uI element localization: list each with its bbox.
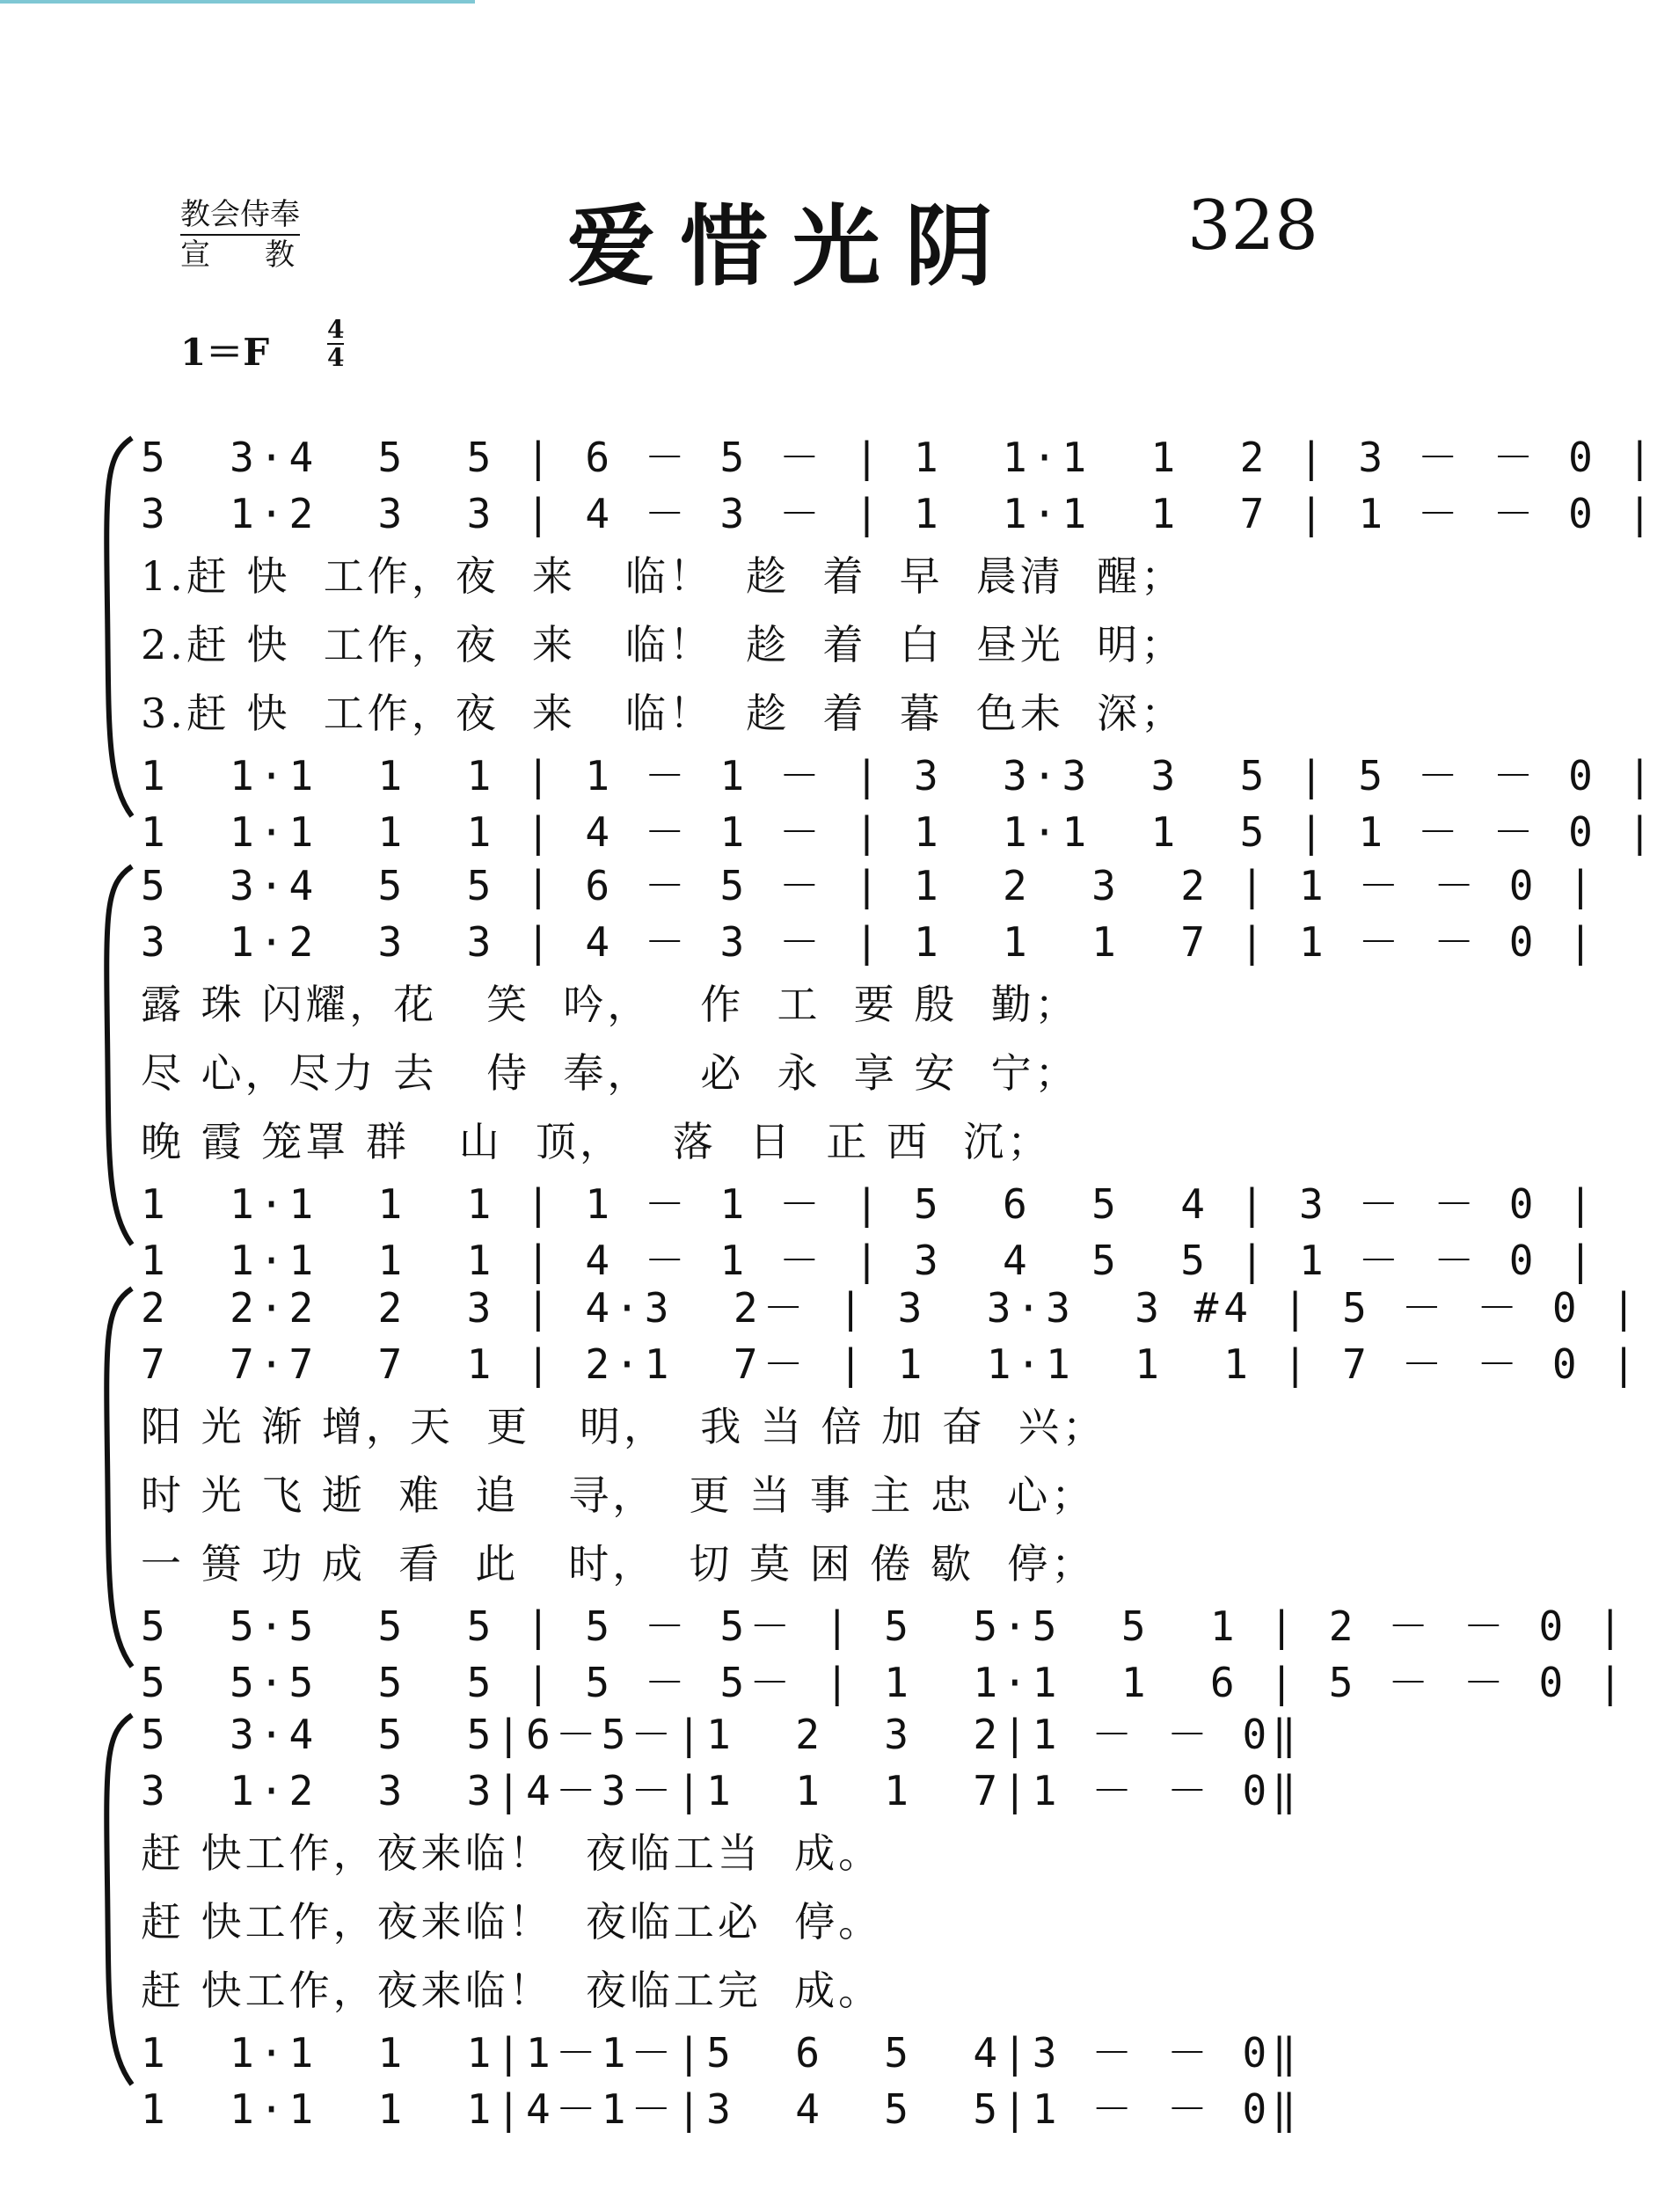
- hymn-title: 爱惜光阴: [567, 194, 1018, 298]
- soprano-row: 5 3·4 5 5 | 6 － 5 － | 1 1·1 1 2 | 3 － － 0 |: [141, 434, 1657, 481]
- lyric-verse-3: 晚 霞 笼罩 群 山 顶， 落 日 正 西 沉；: [141, 1118, 1052, 1165]
- bass-row: 5 5·5 5 5 | 5 － 5－ | 1 1·1 1 6 | 5 － － 0 |: [141, 1659, 1628, 1706]
- lyric-verse-3: 一 篑 功 成 看 此 时， 切 莫 困 倦 歇 停；: [141, 1540, 1096, 1588]
- time-bottom: 4: [327, 343, 345, 372]
- bass-row: 1 1·1 1 1 | 4 － 1 － | 3 4 5 5 | 1 － － 0 |: [141, 1237, 1598, 1284]
- lyric-verse-3: 赶 快工作，夜来临！ 夜临工完 成。: [141, 1967, 883, 2014]
- lyric-verse-2: 时 光 飞 逝 难 追 寻， 更 当 事 主 忠 心；: [141, 1471, 1096, 1519]
- alto-row: 3 1·2 3 3 | 4 － 3 － | 1 1 1 7 | 1 － － 0 |: [141, 918, 1598, 966]
- top-accent-line: [0, 0, 475, 4]
- system-1: [88, 429, 1657, 856]
- lyric-verse-1: 1.赶 快 工作，夜 来 临！ 趁 着 早 晨清 醒；: [141, 552, 1186, 600]
- system-2: [88, 858, 1598, 1284]
- credits: [180, 195, 349, 274]
- lyric-verse-2: 2.赶 快 工作，夜 来 临！ 趁 着 白 昼光 明；: [141, 621, 1186, 668]
- tenor-row: 1 1·1 1 1 | 1 － 1 － | 5 6 5 4 | 3 － － 0 |: [141, 1180, 1598, 1228]
- tenor-row: 1 1·1 1 1 | 1 － 1 － | 3 3·3 3 5 | 5 － － 0 |: [141, 752, 1657, 799]
- soprano-row: 5 3·4 5 5|6－5－|1 2 3 2|1 － － 0‖: [141, 1711, 1302, 1758]
- brace-icon: [88, 429, 141, 825]
- system-3: [88, 1280, 1641, 1706]
- soprano-row: 2 2·2 2 3 | 4·3 2－ | 3 3·3 3 #4 | 5 － － 0 |: [141, 1284, 1641, 1332]
- bass-row: 1 1·1 1 1 | 4 － 1 － | 1 1·1 1 5 | 1 － － 0 |: [141, 808, 1657, 856]
- alto-row: 3 1·2 3 3 | 4 － 3 － | 1 1·1 1 7 | 1 － － 0 |: [141, 490, 1657, 537]
- tenor-row: 5 5·5 5 5 | 5 － 5－ | 5 5·5 5 1 | 2 － － 0 |: [141, 1602, 1628, 1650]
- lyric-verse-3: 3.赶 快 工作，夜 来 临！ 趁 着 暮 色未 深；: [141, 690, 1186, 737]
- soprano-row: 5 3·4 5 5 | 6 － 5 － | 1 2 3 2 | 1 － － 0 |: [141, 862, 1598, 909]
- lyric-verse-1: 露 珠 闪耀，花 笑 吟， 作 工 要 殷 勤；: [141, 981, 1079, 1028]
- lyric-verse-2: 赶 快工作，夜来临！ 夜临工必 停。: [141, 1898, 883, 1946]
- credit-line-2: 宣教: [180, 237, 349, 273]
- brace-icon: [88, 1706, 141, 2093]
- alto-row: 3 1·2 3 3|4－3－|1 1 1 7|1 － － 0‖: [141, 1767, 1302, 1814]
- lyric-verse-1: 阳 光 渐 增，天 更 明， 我 当 倍 加 奋 兴；: [141, 1403, 1106, 1450]
- hymn-number: 328: [1187, 186, 1318, 266]
- lyric-verse-2: 尽 心，尽力 去 侍 奉， 必 永 享 安 宁；: [141, 1049, 1079, 1097]
- credit-line-1: 教会侍奉: [180, 195, 300, 236]
- time-top: 4: [327, 315, 345, 344]
- bass-row: 1 1·1 1 1|4－1－|3 4 5 5|1 － － 0‖: [141, 2085, 1302, 2133]
- lyric-verse-1: 赶 快工作，夜来临！ 夜临工当 成。: [141, 1829, 883, 1877]
- tenor-row: 1 1·1 1 1|1－1－|5 6 5 4|3 － － 0‖: [141, 2029, 1302, 2077]
- key-signature: 1＝F: [180, 331, 270, 374]
- brace-icon: [88, 858, 141, 1253]
- brace-icon: [88, 1280, 141, 1675]
- time-signature: [327, 317, 344, 371]
- alto-row: 7 7·7 7 1 | 2·1 7－ | 1 1·1 1 1 | 7 － － 0 |: [141, 1340, 1641, 1388]
- system-4: [88, 1706, 1390, 2133]
